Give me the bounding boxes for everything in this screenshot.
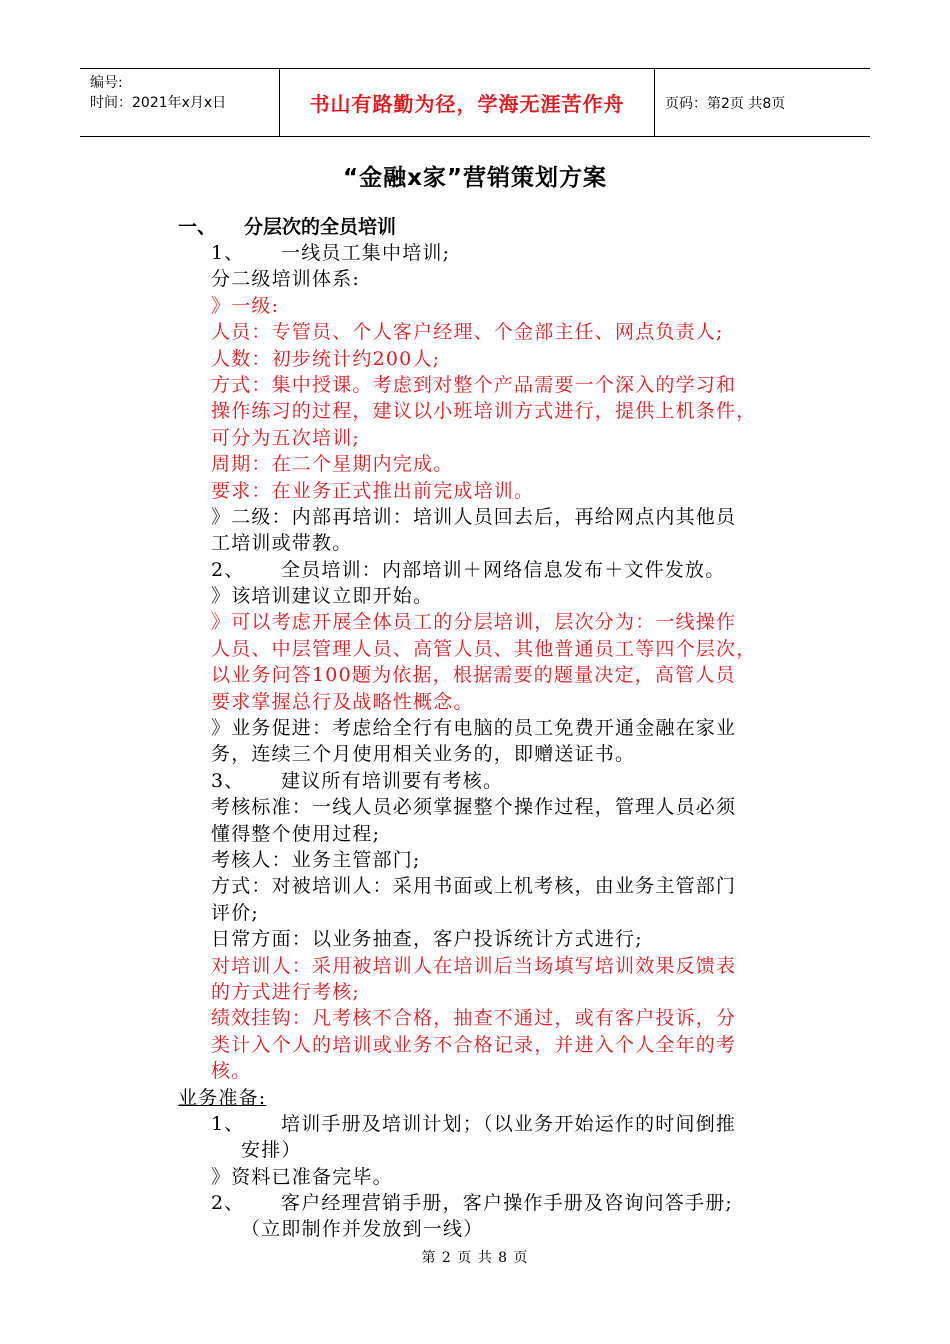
header-motto-cell [280, 69, 655, 136]
text-line: 要求掌握总行及战略性概念。 [211, 690, 474, 713]
text-line: 对培训人：采用被培训人在培训后当场填写培训效果反馈表 [211, 954, 737, 977]
text-line: 懂得整个使用过程; [211, 822, 381, 845]
text-line: 》二级：内部再培训：培训人员回去后，再给网点内其他员 [211, 505, 737, 528]
text-line: 务，连续三个月使用相关业务的，即赠送证书。 [211, 743, 636, 766]
text-line: 人数：初步统计约200人; [211, 347, 441, 370]
text-line: 》可以考虑开展全体员工的分层培训，层次分为：一线操作 [211, 611, 737, 634]
number-label: 编号: [90, 75, 123, 91]
header-page-cell [655, 69, 870, 136]
text-line: 》资料已准备完毕。 [211, 1165, 393, 1188]
text-line: 要求：在业务正式推出前完成培训。 [211, 479, 535, 502]
list-item-1: 1、 一线员工集中培训; [211, 242, 451, 264]
section-number: 一、 [178, 216, 217, 238]
text-line: 的方式进行考核; [211, 980, 361, 1003]
subheading-text: 业务准备: [178, 1086, 267, 1109]
section-heading [178, 212, 396, 239]
page-label: 页码：第2页 共8页 [665, 95, 786, 112]
text-line: （立即制作并发放到一线） [241, 1218, 484, 1241]
page-footer: 第 2 页 共 8 页 [421, 1250, 529, 1266]
section-text: 分层次的全员培训 [244, 216, 397, 238]
text-line: 周期：在二个星期内完成。 [211, 453, 454, 476]
text-line: 》业务促进：考虑给全行有电脑的员工免费开通金融在家业 [211, 717, 737, 740]
text-line: 可分为五次培训; [211, 426, 361, 449]
list-item-prep-1: 1、 培训手册及培训计划；（以业务开始运作的时间倒推 [211, 1112, 737, 1135]
document-body [178, 240, 821, 1243]
page-header [80, 68, 870, 137]
text-line: 类计入个人的培训或业务不合格记录，并进入个人全年的考 [211, 1033, 737, 1056]
subheading [178, 1085, 821, 1111]
text-line: 绩效挂钩：凡考核不合格，抽查不通过，或有客户投诉，分 [211, 1007, 737, 1030]
motto-text: 书山有路勤为径，学海无涯苦作舟 [309, 92, 625, 116]
list-item-3: 3、 建议所有培训要有考核。 [211, 769, 504, 792]
text-line: 以业务问答100题为依据，根据需要的题量决定，高管人员 [211, 664, 736, 687]
text-line: 方式：集中授课。考虑到对整个产品需要一个深入的学习和 [211, 373, 737, 396]
text-line: 考核人：业务主管部门; [211, 848, 421, 871]
text-line: 核。 [211, 1060, 252, 1083]
text-line: 操作练习的过程，建议以小班培训方式进行，提供上机条件， [211, 400, 757, 423]
text-line: 》该培训建议立即开始。 [211, 585, 434, 608]
text-line: 》一级: [211, 294, 280, 317]
text-line: 安排） [241, 1139, 302, 1162]
text-line: 分二级培训体系: [211, 268, 361, 291]
document-title: “金融x家”营销策划方案 [342, 165, 608, 191]
text-line: 人员：专管员、个人客户经理、个金部主任、网点负责人; [211, 321, 724, 344]
date-label: 时间：2021年x月x日 [90, 95, 227, 111]
text-line: 日常方面：以业务抽查，客户投诉统计方式进行; [211, 928, 643, 951]
text-line: 评价; [211, 901, 260, 924]
header-meta [80, 69, 280, 136]
text-line: 考核标准：一线人员必须掌握整个操作过程，管理人员必须 [211, 796, 737, 819]
text-line: 工培训或带教。 [211, 532, 353, 555]
text-line: 方式：对被培训人：采用书面或上机考核，由业务主管部门 [211, 875, 737, 898]
list-item-prep-2: 2、 客户经理营销手册，客户操作手册及咨询问答手册; [211, 1192, 734, 1215]
list-item-2: 2、 全员培训：内部培训＋网络信息发布＋文件发放。 [211, 558, 726, 581]
text-line: 人员、中层管理人员、高管人员、其他普通员工等四个层次， [211, 637, 757, 660]
